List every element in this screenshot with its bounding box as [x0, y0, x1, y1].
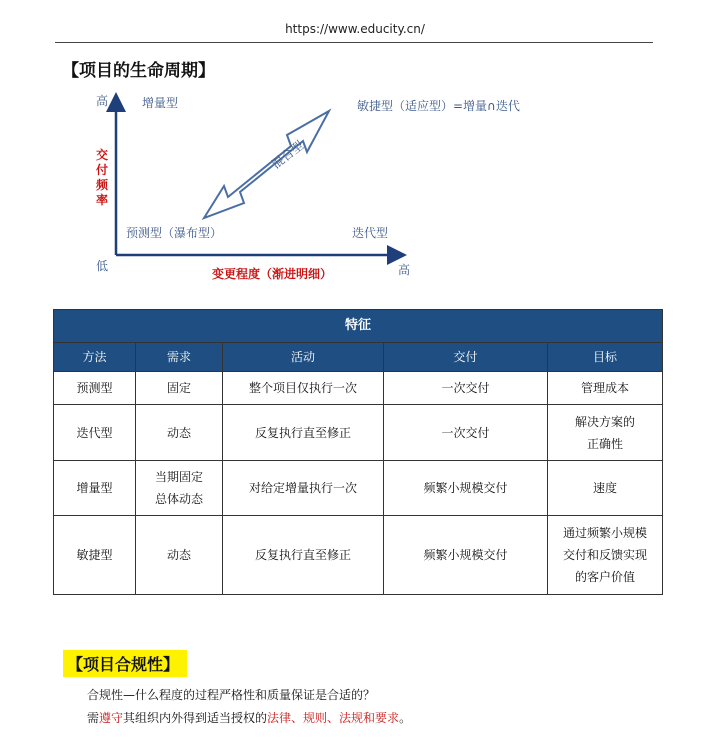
cell-requirement: 当期固定 总体动态	[136, 461, 223, 516]
col-header-requirement: 需求	[136, 343, 223, 372]
section-title-lifecycle: 【项目的生命周期】	[62, 61, 215, 81]
cell-delivery: 频繁小规模交付	[384, 461, 548, 516]
y-axis-title-4: 率	[96, 193, 109, 207]
compliance-statement	[87, 709, 411, 726]
cell-method: 增量型	[54, 461, 136, 516]
features-table	[53, 309, 663, 595]
x-high-label: 高	[398, 263, 411, 277]
table-row	[54, 461, 663, 516]
y-axis-title-2: 付	[96, 163, 109, 177]
cell-method: 迭代型	[54, 405, 136, 461]
table-row	[54, 405, 663, 461]
cell-goal: 管理成本	[548, 372, 663, 405]
y-high-label: 高	[96, 94, 109, 108]
cell-requirement: 动态	[136, 405, 223, 461]
section-title-compliance: 【项目合规性】	[63, 650, 187, 677]
statement-part: 。	[399, 711, 412, 725]
cell-requirement: 动态	[136, 516, 223, 595]
statement-part: 需	[87, 711, 100, 725]
col-header-method: 方法	[54, 343, 136, 372]
cell-delivery: 一次交付	[384, 372, 548, 405]
table-caption: 特征	[54, 310, 663, 343]
cell-activity: 整个项目仅执行一次	[223, 372, 384, 405]
cell-activity: 反复执行直至修正	[223, 516, 384, 595]
statement-part: 其组织内外得到适当授权的	[123, 711, 268, 725]
page-url: https://www.educity.cn/	[285, 22, 425, 36]
label-predictive: 预测型（瀑布型）	[126, 226, 223, 240]
cell-goal: 通过频繁小规模 交付和反馈实现 的客户价值	[548, 516, 663, 595]
y-low-label: 低	[96, 259, 109, 273]
x-axis-title: 变更程度（渐进明细）	[212, 267, 333, 281]
table-row	[54, 516, 663, 595]
col-header-activity: 活动	[223, 343, 384, 372]
cell-activity: 对给定增量执行一次	[223, 461, 384, 516]
label-incremental: 增量型	[142, 96, 179, 110]
hybrid-label: 混合型	[269, 138, 307, 172]
cell-method: 敏捷型	[54, 516, 136, 595]
cell-delivery: 一次交付	[384, 405, 548, 461]
statement-emphasis: 法律、规则、法规和要求	[267, 711, 400, 725]
cell-requirement: 固定	[136, 372, 223, 405]
col-header-goal: 目标	[548, 343, 663, 372]
cell-method: 预测型	[54, 372, 136, 405]
table-row	[54, 372, 663, 405]
label-iterative: 迭代型	[352, 226, 389, 240]
compliance-question: 合规性—什么程度的过程严格性和质量保证是合适的？	[87, 688, 376, 702]
cell-delivery: 频繁小规模交付	[384, 516, 548, 595]
cell-activity: 反复执行直至修正	[223, 405, 384, 461]
label-agile: 敏捷型（适应型）=增量∩迭代	[357, 99, 520, 113]
statement-emphasis: 遵守	[99, 711, 124, 725]
col-header-delivery: 交付	[384, 343, 548, 372]
y-axis-title-3: 频	[96, 178, 109, 192]
lifecycle-diagram	[80, 85, 520, 285]
cell-goal: 速度	[548, 461, 663, 516]
cell-goal: 解决方案的 正确性	[548, 405, 663, 461]
header-divider	[55, 42, 653, 43]
y-axis-title-1: 交	[96, 148, 109, 162]
hybrid-arrow-shape	[204, 111, 329, 218]
